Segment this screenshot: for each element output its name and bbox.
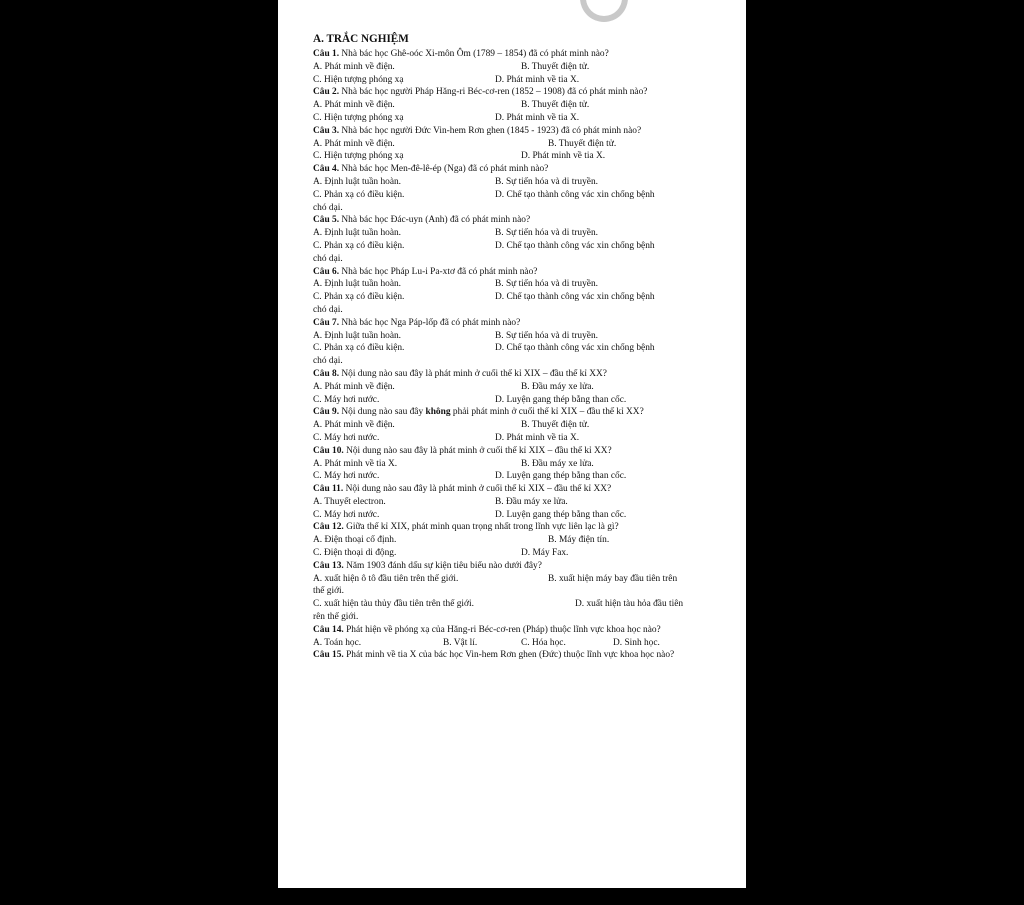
question-2: Câu 2. Nhà bác học người Pháp Hăng-ri Béc-cơ-ren (1852 – 1908) đã có phát minh nào?: [313, 87, 648, 98]
question-15: Câu 15. Phát minh về tia X của bác học Vin-hem Rơn ghen (Đức) thuộc lĩnh vực khoa học nào?: [313, 650, 675, 661]
question-11: Câu 11. Nội dung nào sau đây là phát minh ở cuối thế kỉ XIX – đầu thế kỉ XX?: [313, 484, 612, 495]
question-4: Câu 4. Nhà bác học Men-đê-lê-ép (Nga) đã có phát minh nào?: [313, 164, 549, 175]
question-2-options: A. Phát minh về điện. B. Thuyết điện tử.: [313, 100, 590, 111]
question-12: Câu 12. Giữa thế kỉ XIX, phát minh quan trọng nhất trong lĩnh vực liên lạc là gì?: [313, 522, 619, 533]
question-14-options: A. Toán học. B. Vật lí. C. Hóa học. D. Sinh học.: [313, 637, 660, 648]
question-12-options: A. Điện thoại cố định. B. Máy điện tín.: [313, 535, 610, 546]
question-6-options: A. Định luật tuần hoàn. B. Sự tiến hóa và di truyền.: [313, 279, 598, 290]
question-10: Câu 10. Nội dung nào sau đây là phát minh ở cuối thế kỉ XIX – đầu thế kỉ XX?: [313, 445, 612, 456]
question-1-options: A. Phát minh về điện. B. Thuyết điện tử.: [313, 61, 590, 72]
question-7-options: A. Định luật tuần hoàn. B. Sự tiến hóa và di truyền.: [313, 330, 598, 341]
question-14: Câu 14. Phát hiện về phóng xạ của Hăng-ri Béc-cơ-ren (Pháp) thuộc lĩnh vực khoa học nào?: [313, 624, 661, 635]
question-13-options: A. xuất hiện ô tô đầu tiên trên thế giới. B. xuất hiện máy bay đầu tiên trên: [313, 573, 678, 584]
question-4-options: A. Định luật tuần hoàn. B. Sự tiến hóa và di truyền.: [313, 176, 598, 187]
section-title: A. TRẮC NGHIỆM: [313, 33, 409, 45]
question-13: Câu 13. Năm 1903 đánh dấu sự kiện tiêu biểu nào dưới đây?: [313, 560, 542, 571]
question-8: Câu 8. Nội dung nào sau đây là phát minh ở cuối thế kỉ XIX – đầu thế kỉ XX?: [313, 368, 607, 379]
document-page: [278, 0, 746, 888]
question-11-options: A. Thuyết electron. B. Đầu máy xe lửa.: [313, 496, 568, 507]
question-9-options: A. Phát minh về điện. B. Thuyết điện tử.: [313, 420, 590, 431]
question-1: Câu 1. Nhà bác học Ghê-oóc Xi-môn Ôm (1789 – 1854) đã có phát minh nào?: [313, 49, 609, 59]
question-3-options: A. Phát minh về điện. B. Thuyết điện tử.: [313, 138, 617, 149]
question-9: Câu 9. Nội dung nào sau đây không phải phát minh ở cuối thế kỉ XIX – đầu thế kỉ XX?: [313, 407, 644, 418]
question-6: Câu 6. Nhà bác học Pháp Lu-i Pa-xtơ đã có phát minh nào?: [313, 266, 538, 277]
question-10-options: A. Phát minh về tia X. B. Đầu máy xe lửa.: [313, 458, 594, 469]
loading-spinner-icon: [580, 0, 628, 22]
question-3: Câu 3. Nhà bác học người Đức Vin-hem Rơn ghen (1845 - 1923) đã có phát minh nào?: [313, 125, 642, 136]
question-8-options: A. Phát minh về điện. B. Đầu máy xe lửa.: [313, 381, 594, 392]
question-7: Câu 7. Nhà bác học Nga Páp-lốp đã có phát minh nào?: [313, 317, 521, 328]
quiz-document: A. TRẮC NGHIỆM Câu 1. Nhà bác học Ghê-oóc Xi-môn Ôm (1789 – 1854) đã có phát minh nào? A. Phát minh về điện. B. Thuyết điện tử. C. Hiện tượng phóng xạ D. Phát minh về tia X. Câu 2. Nhà bác học người Pháp Hăng-ri Béc-cơ-ren (1852 – 1908) đã có phát minh nào? A. Phát minh về điện. B. Thuyết điện tử. C. Hiện tượng phóng xạ D. Phát minh về tia X. Câu 3. Nhà bác học người Đức Vin-hem Rơn ghen (1845 - 1923) đã có phát minh nào? A. Phát minh về điện. B. Thuyết điện tử. C. Hiện tượng phóng xạ D. Phát minh về tia X. Câu 4. Nhà bác học Men-đê-lê-ép (Nga) đã có phát minh nào? A. Định luật tuần hoàn. B. Sự tiến hóa và di truyền. C. Phản xạ có điều kiện. D. Chế tạo thành công vác xin chống bệnh chó dại. Câu 5. Nhà bác học Đác-uyn (Anh) đã có phát minh nào? A. Định luật tuần hoàn. B. Sự tiến hóa và di truyền. C. Phản xạ có điều kiện. D. Chế tạo thành công vác xin chống bệnh chó dại. Câu 6. Nhà bác học Pháp Lu-i Pa-xtơ đã có phát minh nào? A. Định luật tuần hoàn. B. Sự tiến hóa và di truyền. C. Phản xạ có điều kiện. D. Chế tạo thành công vác xin chống bệnh chó dại. Câu 7. Nhà bác học Nga Páp-lốp đã có phát minh nào? A. Định luật tuần hoàn. B. Sự tiến hóa và di truyền. C. Phản xạ có điều kiện. D. Chế tạo thành công vác xin chống bệnh chó dại. Câu 8. Nội dung nào sau đây là phát minh ở cuối thế kỉ XIX – đầu thế kỉ XX? A. Phát minh về điện. B. Đầu máy xe lửa. C. Máy hơi nước. D. Luyện gang thép bằng than cốc. Câu 9. Nội dung nào sau đây không phải phát minh ở cuối thế kỉ XIX – đầu thế kỉ XX? A. Phát minh về điện. B. Thuyết điện tử. C. Máy hơi nước. D. Phát minh về tia X. Câu 10. Nội dung nào sau đây là phát minh ở cuối thế kỉ XIX – đầu thế kỉ XX? A. Phát minh về tia X. B. Đầu máy xe lửa. C. Máy hơi nước. D. Luyện gang thép bằng than cốc. Câu 11. Nội dung nào sau đây là phát minh ở cuối thế kỉ XIX – đầu thế kỉ XX? A. Thuyết electron. B. Đầu máy xe lửa. C. Máy hơi nước. D. Luyện gang thép bằng than cốc. Câu 12. Giữa thế kỉ XIX, phát minh quan trọng nhất trong lĩnh vực liên lạc là gì? A. Điện thoại cố định. B. Máy điện tín. C. Điện thoại di động. D. Máy Fax. Câu 13. Năm 1903 đánh dấu sự kiện tiêu biểu nào dưới đây? A. xuất hiện ô tô đầu tiên trên thế giới. B. xuất hiện máy bay đầu tiên trên thế giới. C. xuất hiện tàu thủy đầu tiên trên thế giới. D. xuất hiện tàu hỏa đầu tiên rên thế giới. Câu 14. Phát hiện về phóng xạ của Hăng-ri Béc-cơ-ren (Pháp) thuộc lĩnh vực khoa học nào? A. Toán học. B. Vật lí. C. Hóa học. D. Sinh học. Câu 15. Phát minh về tia X của bác học Vin-hem Rơn ghen (Đức) thuộc lĩnh vực khoa học nào?: [313, 32, 713, 662]
question-5: Câu 5. Nhà bác học Đác-uyn (Anh) đã có phát minh nào?: [313, 215, 531, 226]
question-5-options: A. Định luật tuần hoàn. B. Sự tiến hóa và di truyền.: [313, 228, 598, 239]
